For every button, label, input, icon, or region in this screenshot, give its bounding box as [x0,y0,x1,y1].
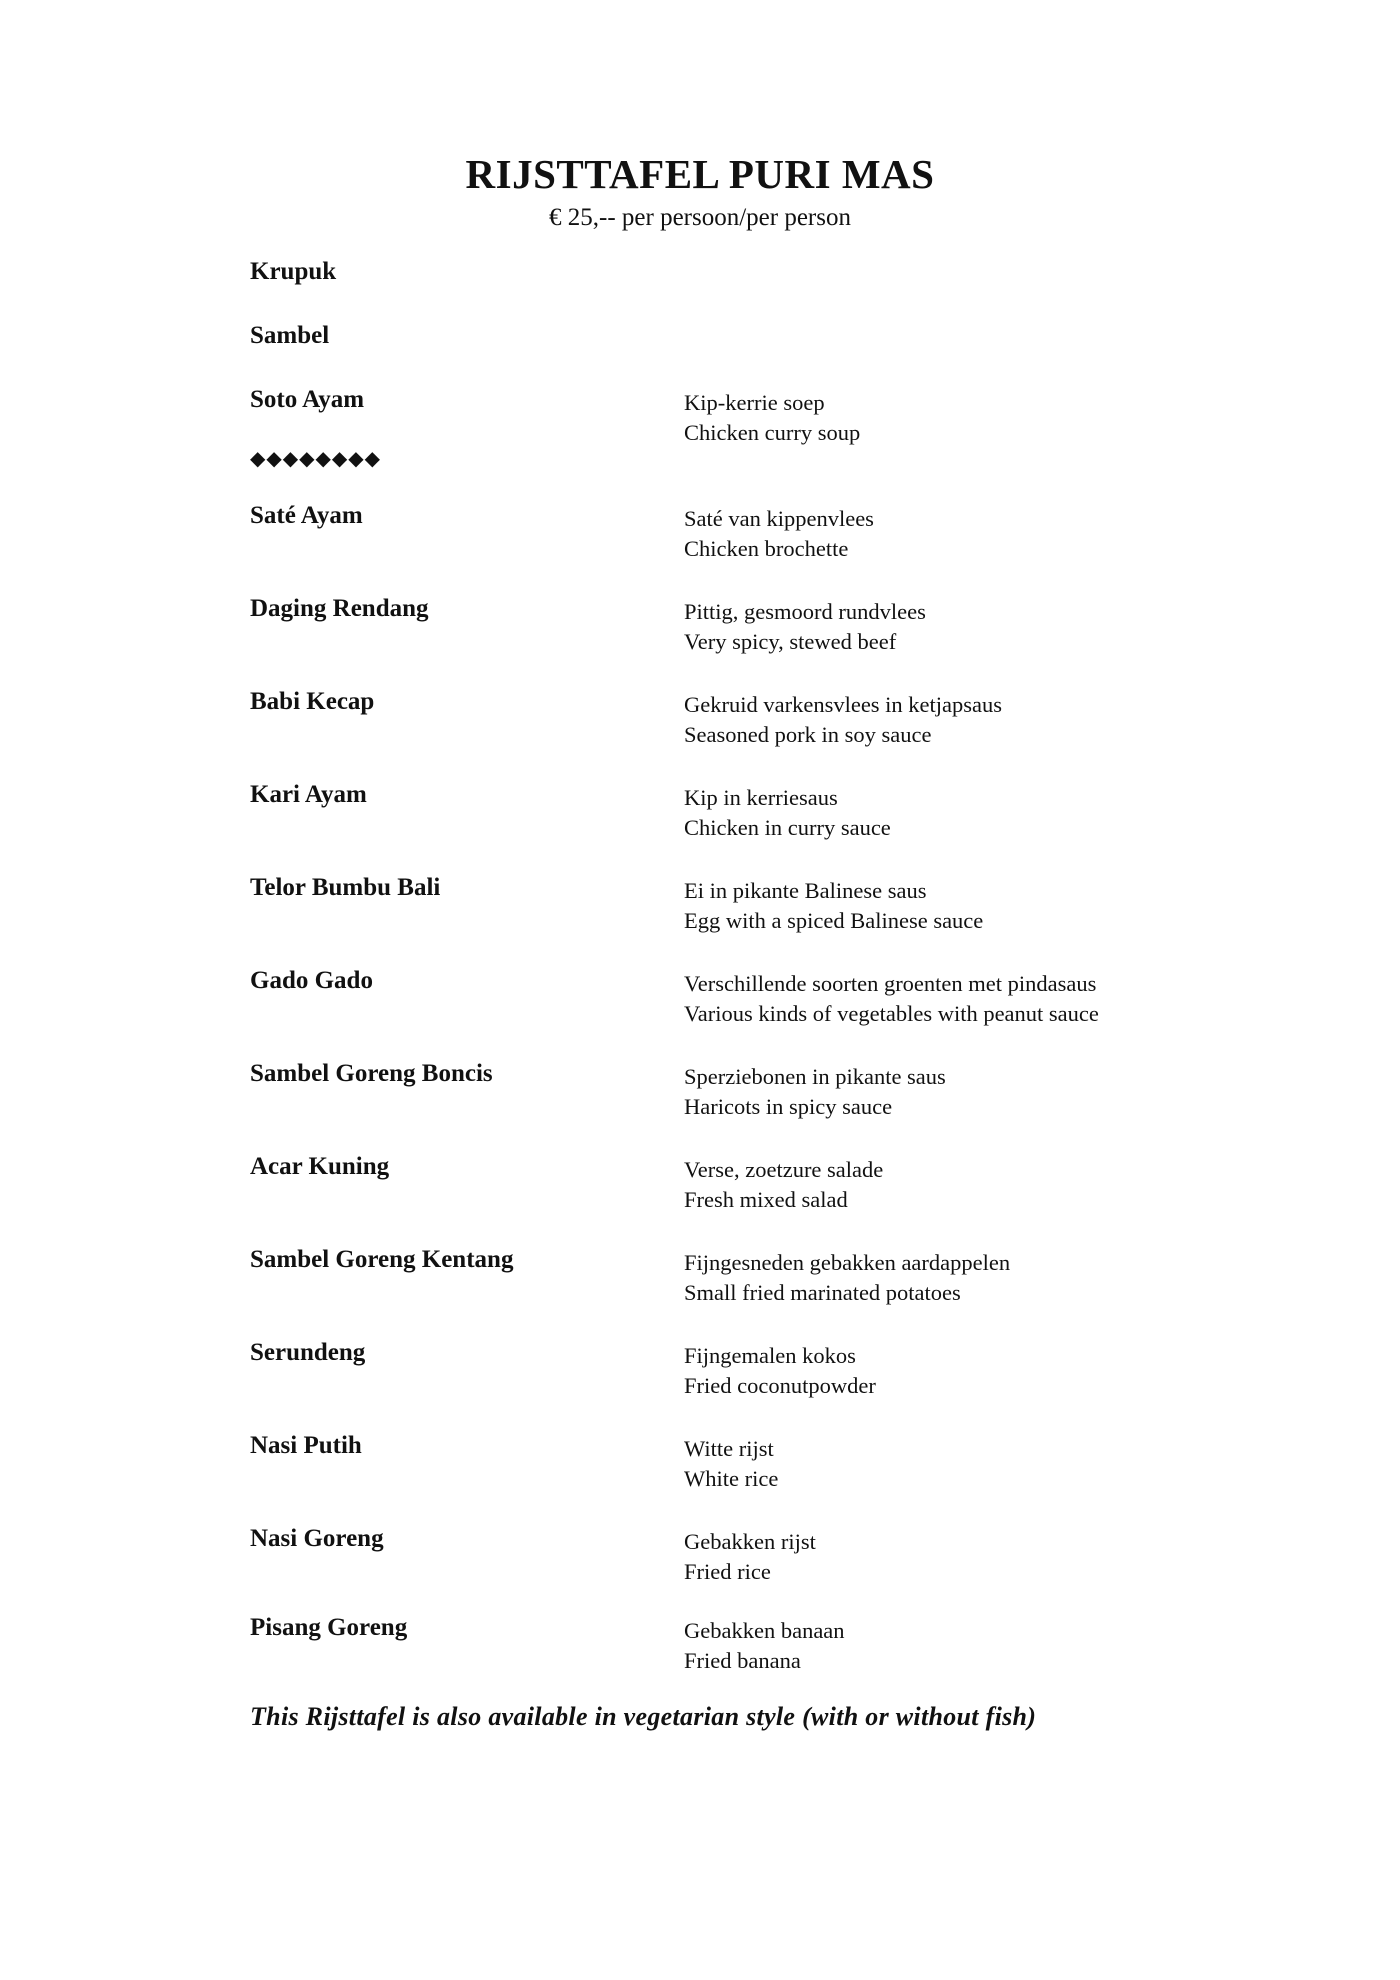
description-dutch: Gebakken banaan [684,1618,845,1643]
description-english: Egg with a spiced Balinese sauce [684,908,984,933]
vegetarian-note: This Rijsttafel is also available in vegetarian style (with or without fish) [250,1702,1037,1731]
description-dutch: Kip-kerrie soep [684,390,825,415]
item-description [684,1434,778,1494]
description-english: Various kinds of vegetables with peanut sauce [684,1001,1099,1026]
item-name: Serundeng [250,1339,366,1366]
description-english: Haricots in spicy sauce [684,1094,893,1119]
item-name: Sambel Goreng Boncis [250,1060,493,1087]
description-english: Chicken curry soup [684,420,861,445]
description-dutch: Fijngesneden gebakken aardappelen [684,1250,1011,1275]
description-dutch: Pittig, gesmoord rundvlees [684,599,926,624]
item-name: Saté Ayam [250,502,363,529]
description-dutch: Fijngemalen kokos [684,1343,856,1368]
description-english: Seasoned pork in soy sauce [684,722,932,747]
description-dutch: Gebakken rijst [684,1529,816,1554]
description-dutch: Verse, zoetzure salade [684,1157,884,1182]
item-name: Nasi Putih [250,1432,362,1459]
item-description [684,690,1002,750]
item-name: Acar Kuning [250,1153,390,1180]
item-description [684,783,891,843]
item-name: Sambel Goreng Kentang [250,1246,514,1273]
description-english: Chicken brochette [684,536,849,561]
item-name: Babi Kecap [250,688,375,715]
item-description [684,1248,1010,1308]
description-dutch: Sperziebonen in pikante saus [684,1064,946,1089]
description-dutch: Kip in kerriesaus [684,785,838,810]
description-english: Very spicy, stewed beef [684,629,897,654]
page-title: RIJSTTAFEL PURI MAS [465,151,935,197]
item-description [684,1527,816,1587]
item-name: Gado Gado [250,967,373,994]
item-name: Krupuk [250,258,337,285]
description-english: Fresh mixed salad [684,1187,848,1212]
item-name: Daging Rendang [250,595,429,622]
item-name: Sambel [250,322,330,349]
description-english: White rice [684,1466,779,1491]
item-description [684,597,926,657]
item-name: Pisang Goreng [250,1614,408,1641]
item-description [684,876,983,936]
item-description [684,388,860,448]
item-description [684,504,874,564]
description-english: Small fried marinated potatoes [684,1280,961,1305]
description-dutch: Verschillende soorten groenten met pindasaus [684,971,1097,996]
item-name: Kari Ayam [250,781,367,808]
description-dutch: Ei in pikante Balinese saus [684,878,927,903]
description-dutch: Saté van kippenvlees [684,506,874,531]
description-english: Fried banana [684,1648,801,1673]
item-description [684,1062,946,1122]
description-dutch: Gekruid varkensvlees in ketjapsaus [684,692,1003,717]
description-dutch: Witte rijst [684,1436,774,1461]
item-name: Soto Ayam [250,386,365,413]
item-name: Telor Bumbu Bali [250,874,441,901]
item-name: Nasi Goreng [250,1525,384,1552]
price-line: € 25,-- per persoon/per person [549,204,851,231]
item-description [684,1341,876,1401]
item-description [684,1155,883,1215]
description-english: Chicken in curry sauce [684,815,891,840]
description-english: Fried rice [684,1559,771,1584]
item-description [684,1616,845,1676]
diamond-divider: ◆◆◆◆◆◆◆◆ [250,448,382,470]
description-english: Fried coconutpowder [684,1373,876,1398]
item-description [684,969,1099,1029]
